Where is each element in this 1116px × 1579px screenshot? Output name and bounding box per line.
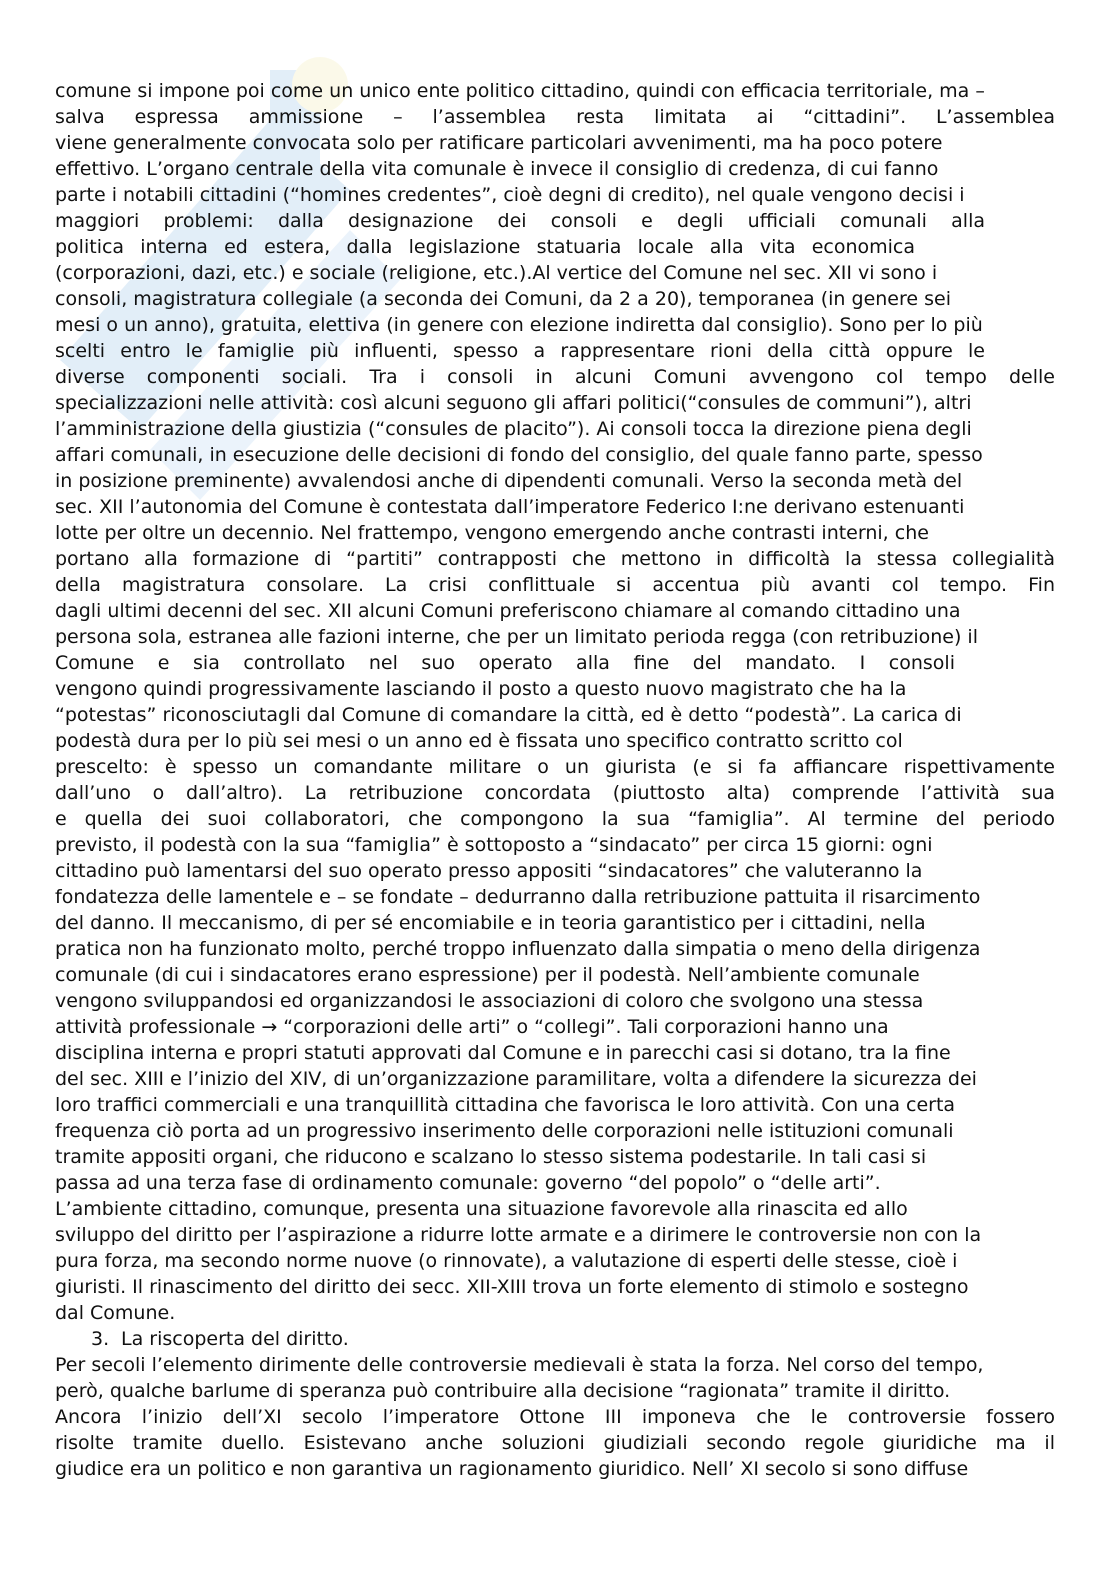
section-title: La riscoperta del diritto. <box>121 1328 349 1350</box>
text-line: salva espressa ammissione – l’assemblea resta limitata ai “cittadini”. L’assemblea <box>55 106 1055 128</box>
text-line: L’ambiente cittadino, comunque, presenta una situazione favorevole alla rinascita ed allo <box>55 1198 908 1220</box>
section-heading <box>55 1326 1055 1352</box>
text-line: comune si impone poi come un unico ente politico cittadino, quindi con efficacia territoriale, ma – <box>55 80 985 102</box>
text-line: portano alla formazione di “partiti” contrapposti che mettono in difficoltà la stessa collegialità <box>55 548 1055 570</box>
text-line: però, qualche barlume di speranza può contribuire alla decisione “ragionata” tramite il diritto. <box>55 1380 951 1402</box>
text-line: comunale (di cui i sindacatores erano espressione) per il podestà. Nell’ambiente comunale <box>55 964 920 986</box>
text-line: mesi o un anno), gratuita, elettiva (in genere con elezione indiretta dal consiglio). Sono per lo più <box>55 314 983 336</box>
text-line: l’amministrazione della giustizia (“consules de placito”). Ai consoli tocca la direzione piena degli <box>55 418 972 440</box>
text-line: politica interna ed estera, dalla legislazione statuaria locale alla vita economica <box>55 236 915 258</box>
text-line: sviluppo del diritto per l’aspirazione a ridurre lotte armate e a dirimere le controversie non con la <box>55 1224 982 1246</box>
text-line: frequenza ciò porta ad un progressivo inserimento delle corporazioni nelle istituzioni comunali <box>55 1120 954 1142</box>
text-line: Comune e sia controllato nel suo operato alla fine del mandato. I consoli <box>55 652 955 674</box>
text-line: previsto, il podestà con la sua “famiglia” è sottoposto a “sindacato” per circa 15 giorni: ogni <box>55 834 933 856</box>
text-line: specializzazioni nelle attività: così alcuni seguono gli affari politici(“consules de communi”), altri <box>55 392 972 414</box>
text-line: dagli ultimi decenni del sec. XII alcuni Comuni preferiscono chiamare al comando cittadino una <box>55 600 961 622</box>
text-line: scelti entro le famiglie più influenti, spesso a rappresentare rioni della città oppure le <box>55 340 985 362</box>
text-line: persona sola, estranea alle fazioni interne, che per un limitato perioda regga (con retribuzione) il <box>55 626 978 648</box>
text-line: sec. XII l’autonomia del Comune è contestata dall’imperatore Federico I:ne derivano estenuanti <box>55 496 965 518</box>
text-line: vengono sviluppandosi ed organizzandosi le associazioni di coloro che svolgono una stessa <box>55 990 924 1012</box>
text-line: maggiori problemi: dalla designazione dei consoli e degli ufficiali comunali alla <box>55 210 985 232</box>
text-line: parte i notabili cittadini (“homines credentes”, cioè degni di credito), nel quale vengono decisi i <box>55 184 965 206</box>
text-line: (corporazioni, dazi, etc.) e sociale (religione, etc.).Al vertice del Comune nel sec. XII vi sono i <box>55 262 938 284</box>
text-line: dal Comune. <box>55 1302 176 1324</box>
paragraph-comune <box>55 78 1055 1326</box>
text-line: attività professionale → “corporazioni delle arti” o “collegi”. Tali corporazioni hanno una <box>55 1016 889 1038</box>
text-line: fondatezza delle lamentele e – se fondate – dedurranno dalla retribuzione pattuita il risarcimento <box>55 886 981 908</box>
section-number: 3. <box>91 1328 110 1350</box>
text-line: pura forza, ma secondo norme nuove (o rinnovate), a valutazione di esperti delle stesse, cioè i <box>55 1250 958 1272</box>
text-line: loro traffici commerciali e una tranquillità cittadina che favorisca le loro attività. Con una certa <box>55 1094 956 1116</box>
text-line: passa ad una terza fase di ordinamento comunale: governo “del popolo” o “delle arti”. <box>55 1172 881 1194</box>
text-line: del danno. Il meccanismo, di per sé encomiabile e in teoria garantistico per i cittadini, nella <box>55 912 926 934</box>
text-line: affari comunali, in esecuzione delle decisioni di fondo del consiglio, del quale fanno parte, spesso <box>55 444 983 466</box>
text-line: Ancora l’inizio dell’XI secolo l’imperatore Ottone III imponeva che le controversie fossero <box>55 1406 1055 1428</box>
text-line: disciplina interna e propri statuti approvati dal Comune e in parecchi casi si dotano, tra la fine <box>55 1042 951 1064</box>
document-page <box>55 78 1055 1482</box>
text-line: giuristi. Il rinascimento del diritto dei secc. XII-XIII trova un forte elemento di stimolo e sostegno <box>55 1276 969 1298</box>
text-line: consoli, magistratura collegiale (a seconda dei Comuni, da 2 a 20), temporanea (in genere sei <box>55 288 951 310</box>
text-line: diverse componenti sociali. Tra i consoli in alcuni Comuni avvengono col tempo delle <box>55 366 1055 388</box>
text-line: e quella dei suoi collaboratori, che compongono la sua “famiglia”. Al termine del periodo <box>55 808 1055 830</box>
text-line: giudice era un politico e non garantiva un ragionamento giuridico. Nell’ XI secolo si sono diffuse <box>55 1458 969 1480</box>
text-line: della magistratura consolare. La crisi conflittuale si accentua più avanti col tempo. Fin <box>55 574 1055 596</box>
text-line: del sec. XIII e l’inizio del XIV, di un’organizzazione paramilitare, volta a difendere la sicurezza dei <box>55 1068 977 1090</box>
text-line: lotte per oltre un decennio. Nel frattempo, vengono emergendo anche contrasti interni, che <box>55 522 929 544</box>
text-line: Per secoli l’elemento dirimente delle controversie medievali è stata la forza. Nel corso del tempo, <box>55 1354 984 1376</box>
text-line: effettivo. L’organo centrale della vita comunale è invece il consiglio di credenza, di cui fanno <box>55 158 939 180</box>
text-line: cittadino può lamentarsi del suo operato presso appositi “sindacatores” che valuteranno la <box>55 860 923 882</box>
text-line: vengono quindi progressivamente lasciando il posto a questo nuovo magistrato che ha la <box>55 678 907 700</box>
text-line: prescelto: è spesso un comandante militare o un giurista (e si fa affiancare rispettivamente <box>55 756 1055 778</box>
text-line: tramite appositi organi, che riducono e scalzano lo stesso sistema podestarile. In tali casi si <box>55 1146 927 1168</box>
text-line: podestà dura per lo più sei mesi o un anno ed è fissata uno specifico contratto scritto col <box>55 730 903 752</box>
text-line: viene generalmente convocata solo per ratificare particolari avvenimenti, ma ha poco potere <box>55 132 943 154</box>
text-line: pratica non ha funzionato molto, perché troppo influenzato dalla simpatia o meno della dirigenza <box>55 938 981 960</box>
text-line: “potestas” riconosciutagli dal Comune di comandare la città, ed è detto “podestà”. La carica di <box>55 704 962 726</box>
text-line: in posizione preminente) avvalendosi anche di dipendenti comunali. Verso la seconda metà del <box>55 470 963 492</box>
text-line: risolte tramite duello. Esistevano anche soluzioni giudiziali secondo regole giuridiche ma il <box>55 1432 1055 1454</box>
paragraph-riscoperta <box>55 1352 1055 1482</box>
text-line: dall’uno o dall’altro). La retribuzione concordata (piuttosto alta) comprende l’attività sua <box>55 782 1055 804</box>
